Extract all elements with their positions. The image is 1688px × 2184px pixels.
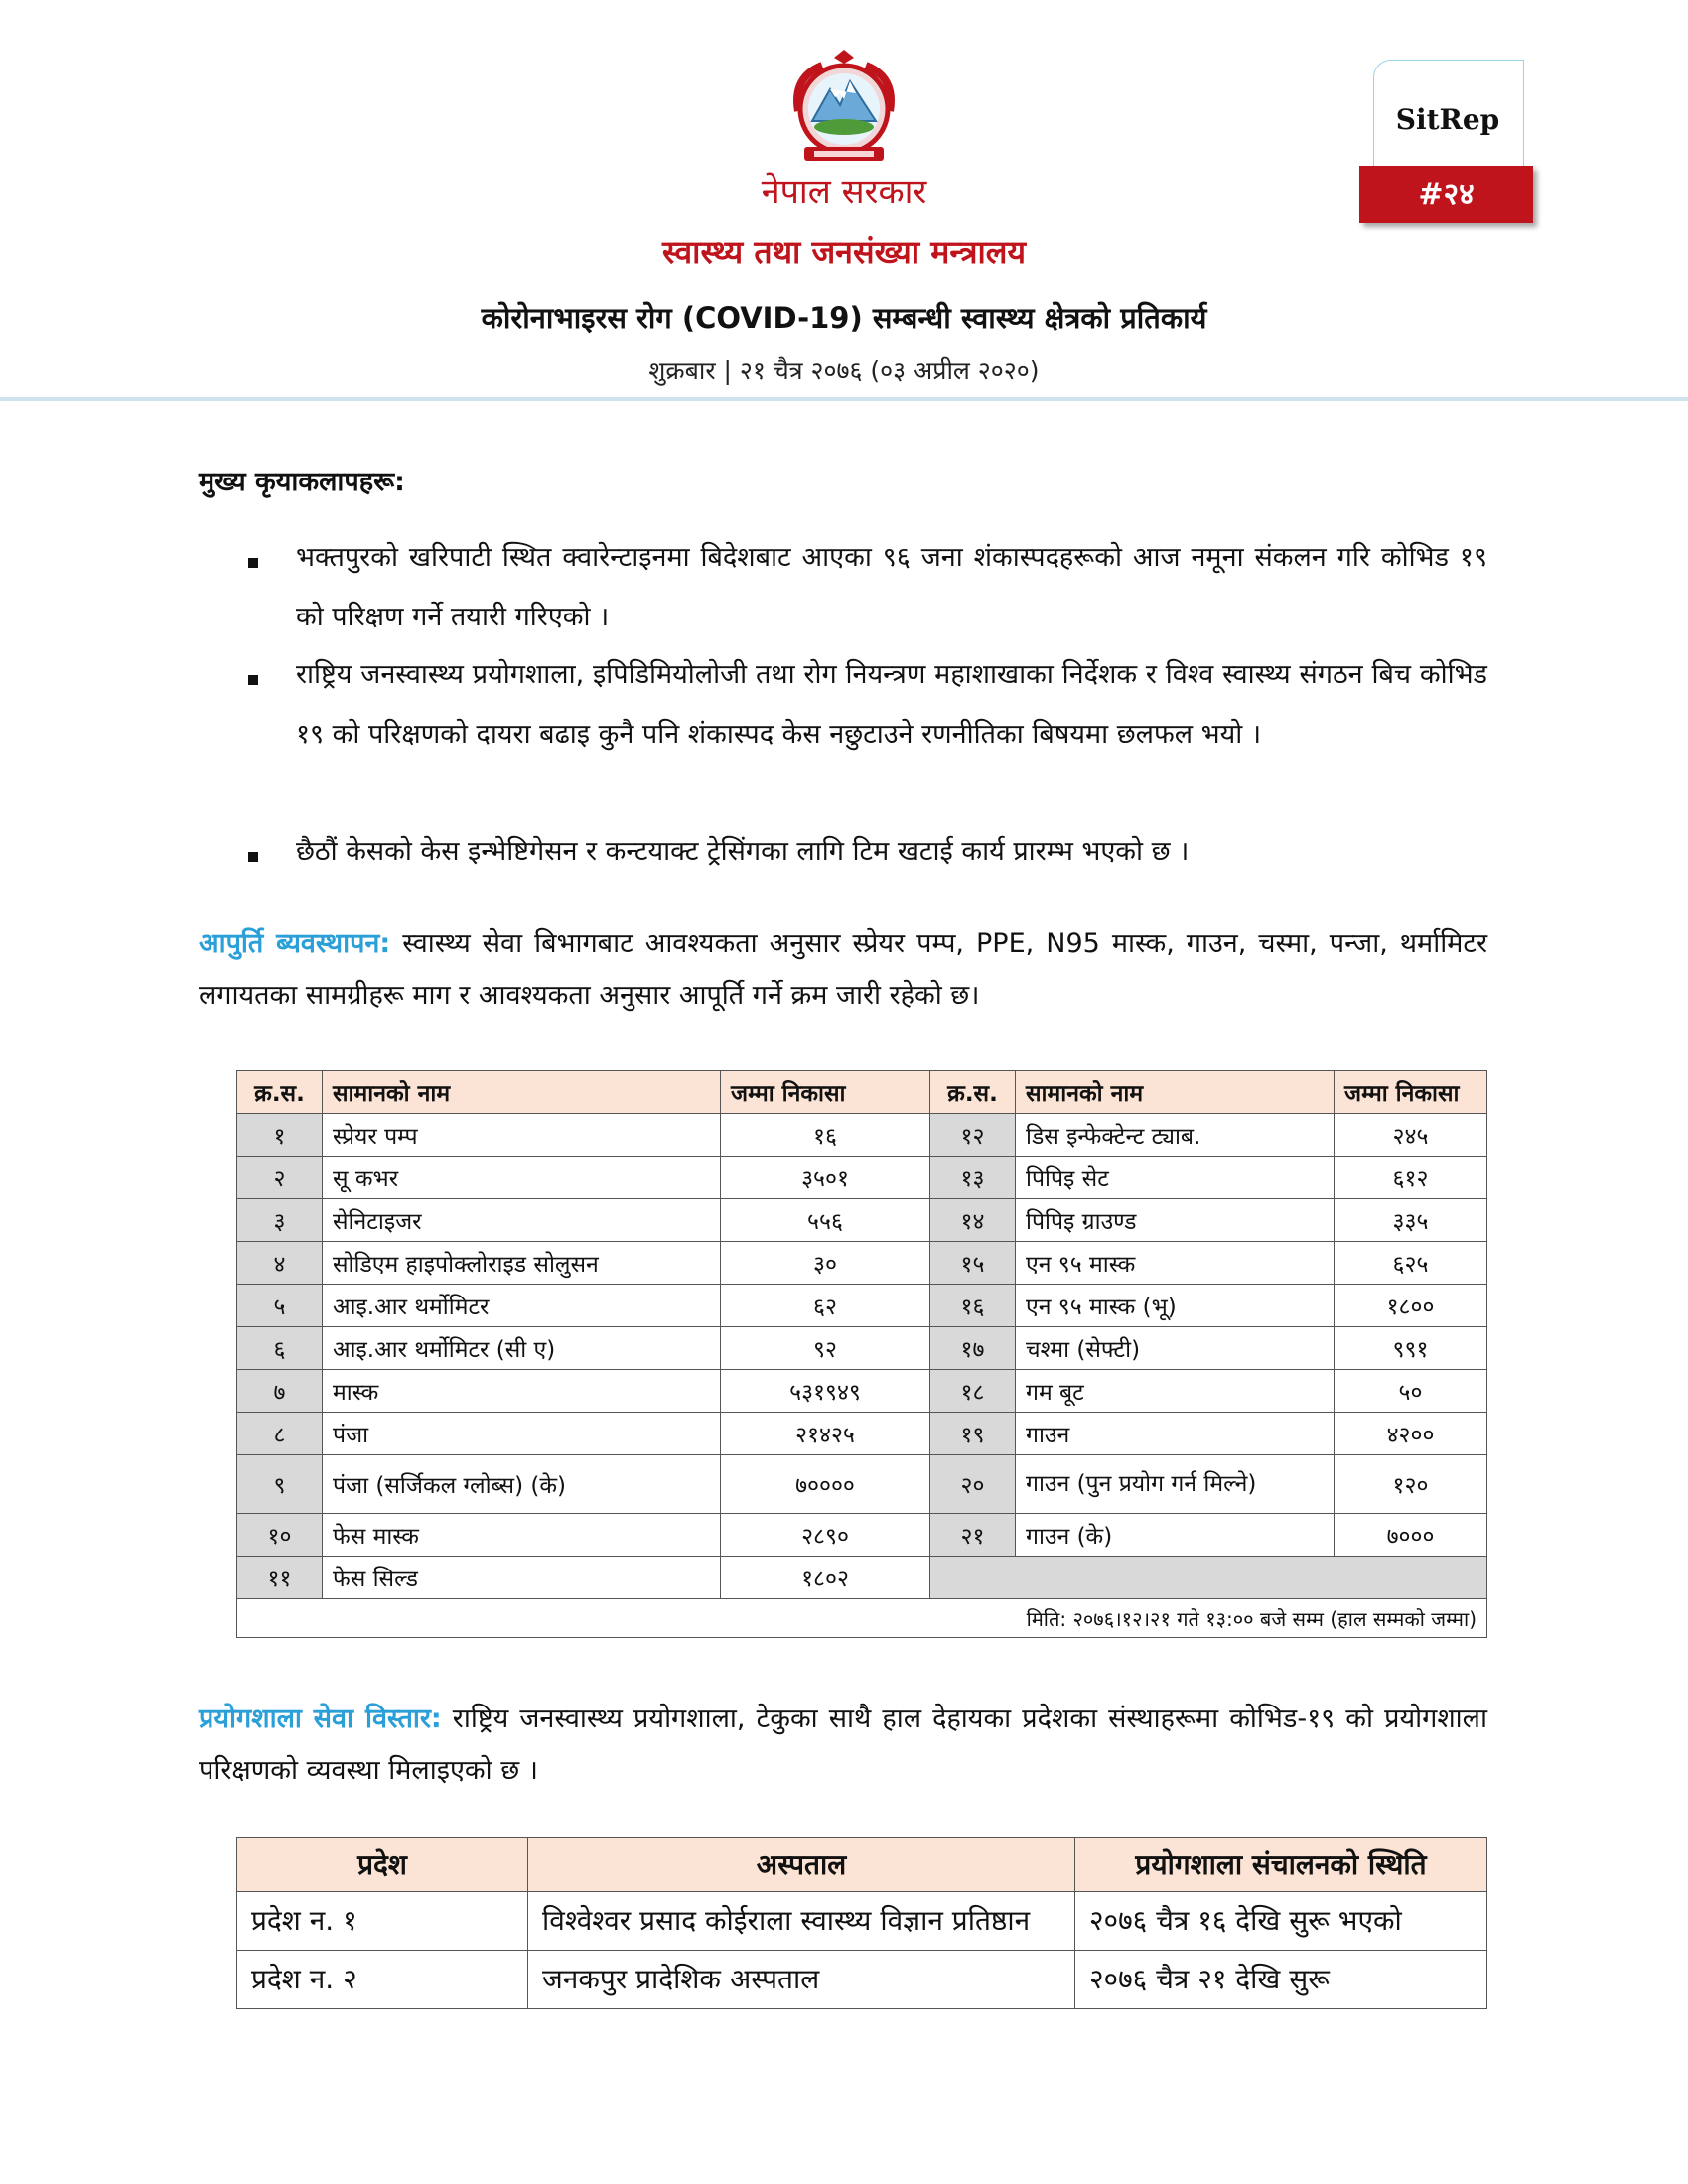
quantity-cell: ५०	[1335, 1370, 1487, 1413]
item-name-cell: फेस सिल्ड	[323, 1557, 721, 1599]
serial-cell: ५	[237, 1285, 323, 1327]
quantity-cell: ३३५	[1335, 1199, 1487, 1242]
quantity-cell: ६२	[721, 1285, 930, 1327]
item-name-cell: पंजा (सर्जिकल ग्लोब्स) (के)	[323, 1455, 721, 1514]
column-header: क्र.स.	[930, 1071, 1016, 1114]
table-note: मिति: २०७६।१२।२१ गते १३:०० बजे सम्म (हाल सम्मको जम्मा)	[237, 1599, 1487, 1638]
item-name-cell: गाउन (पुन प्रयोग गर्न मिल्ने)	[1016, 1455, 1335, 1514]
sitrep-label: SitRep	[1395, 103, 1500, 136]
serial-cell: २	[237, 1157, 323, 1199]
serial-cell: १२	[930, 1114, 1016, 1157]
serial-cell: २०	[930, 1455, 1016, 1514]
quantity-cell: १८००	[1335, 1285, 1487, 1327]
serial-cell: १८	[930, 1370, 1016, 1413]
serial-cell: १३	[930, 1157, 1016, 1199]
quantity-cell: ३५०१	[721, 1157, 930, 1199]
bullet-icon	[248, 675, 258, 685]
serial-cell: ७	[237, 1370, 323, 1413]
header-divider	[0, 397, 1688, 401]
quantity-cell: ५३१९४९	[721, 1370, 930, 1413]
document-title: कोरोनाभाइरस रोग (COVID-19) सम्बन्धी स्वास्थ्य क्षेत्रको प्रतिकार्य	[481, 301, 1207, 335]
table-row	[237, 1413, 1487, 1455]
serial-cell: १	[237, 1114, 323, 1157]
lab-heading: प्रयोगशाला सेवा विस्तार:	[199, 1704, 442, 1734]
table-row	[237, 1327, 1487, 1370]
item-name-cell: गाउन (के)	[1016, 1514, 1335, 1557]
quantity-cell: ९२	[721, 1327, 930, 1370]
lab-text: राष्ट्रिय जनस्वास्थ्य प्रयोगशाला, टेकुका साथै हाल देहायका प्रदेशका संस्थाहरूमा कोभिड-१९ को प्रयोगशाला परिक्षणको व्यवस्था मिलाइएको छ ।	[199, 1704, 1487, 1786]
column-header: प्रदेश	[237, 1838, 528, 1892]
quantity-cell: १८०२	[721, 1557, 930, 1599]
item-name-cell: पंजा	[323, 1413, 721, 1455]
quantity-cell: ६२५	[1335, 1242, 1487, 1285]
table-row	[237, 1455, 1487, 1514]
table-row	[237, 1514, 1487, 1557]
table-row	[237, 1892, 1487, 1951]
lab-table	[236, 1837, 1487, 2009]
sitrep-number: #२४	[1359, 166, 1533, 223]
activity-item: राष्ट्रिय जनस्वास्थ्य प्रयोगशाला, इपिडिमियोलोजी तथा रोग नियन्त्रण महाशाखाका निर्देशक र विश्व स्वास्थ्य संगठन बिच कोभिड १९ को परिक्षणको दायरा बढाइ कुनै पनि शंकास्पद केस नछुटाउने रणनीतिका बिषयमा छलफल भयो ।	[296, 659, 1487, 750]
quantity-cell: ९९१	[1335, 1327, 1487, 1370]
column-header: जम्मा निकासा	[721, 1071, 930, 1114]
quantity-cell: १२०	[1335, 1455, 1487, 1514]
item-name-cell: स्प्रेयर पम्प	[323, 1114, 721, 1157]
item-name-cell: पिपिइ सेट	[1016, 1157, 1335, 1199]
serial-cell: ६	[237, 1327, 323, 1370]
serial-cell: ३	[237, 1199, 323, 1242]
item-name-cell: सेनिटाइजर	[323, 1199, 721, 1242]
status-cell: २०७६ चैत्र २१ देखि सुरू	[1075, 1951, 1487, 2009]
nepal-emblem-icon	[774, 48, 914, 167]
table-row	[237, 1285, 1487, 1327]
ministry-title: स्वास्थ्य तथा जनसंख्या मन्त्रालय	[661, 233, 1027, 271]
bullet-icon	[248, 852, 258, 862]
quantity-cell: ३०	[721, 1242, 930, 1285]
hospital-cell: विश्वेश्वर प्रसाद कोईराला स्वास्थ्य विज्ञान प्रतिष्ठान	[528, 1892, 1075, 1951]
serial-cell: ४	[237, 1242, 323, 1285]
item-name-cell: एन ९५ मास्क	[1016, 1242, 1335, 1285]
quantity-cell: ६१२	[1335, 1157, 1487, 1199]
serial-cell: २१	[930, 1514, 1016, 1557]
table-row	[237, 1114, 1487, 1157]
column-header: सामानको नाम	[323, 1071, 721, 1114]
item-name-cell: गाउन	[1016, 1413, 1335, 1455]
table-row	[237, 1951, 1487, 2009]
serial-cell: १७	[930, 1327, 1016, 1370]
column-header: सामानको नाम	[1016, 1071, 1335, 1114]
column-header: अस्पताल	[528, 1838, 1075, 1892]
supply-text: स्वास्थ्य सेवा बिभागबाट आवश्यकता अनुसार स्प्रेयर पम्प, PPE, N95 मास्क, गाउन, चस्मा, पन्जा, थर्मामिटर लगायतका सामग्रीहरू माग र आवश्यकता अनुसार आपूर्ति गर्ने क्रम जारी रहेको छ।	[199, 928, 1487, 1011]
quantity-cell: २१४२५	[721, 1413, 930, 1455]
supply-table	[236, 1070, 1487, 1638]
province-cell: प्रदेश न. १	[237, 1892, 528, 1951]
serial-cell: १५	[930, 1242, 1016, 1285]
column-header: क्र.स.	[237, 1071, 323, 1114]
activity-item: भक्तपुरको खरिपाटी स्थित क्वारेन्टाइनमा बिदेशबाट आएका ९६ जना शंकास्पदहरूको आज नमूना संकलन गरि कोभिड १९ को परिक्षण गर्ने तयारी गरिएको ।	[296, 542, 1487, 632]
column-header: प्रयोगशाला संचालनको स्थिति	[1075, 1838, 1487, 1892]
item-name-cell: डिस इन्फेक्टेन्ट ट्याब.	[1016, 1114, 1335, 1157]
column-header: जम्मा निकासा	[1335, 1071, 1487, 1114]
bullet-icon	[248, 558, 258, 568]
empty-cell	[930, 1557, 1487, 1599]
quantity-cell: ७००००	[721, 1455, 930, 1514]
quantity-cell: २८९०	[721, 1514, 930, 1557]
table-note-row	[237, 1599, 1487, 1638]
province-cell: प्रदेश न. २	[237, 1951, 528, 2009]
item-name-cell: सोडिएम हाइपोक्लोराइड सोलुसन	[323, 1242, 721, 1285]
serial-cell: १०	[237, 1514, 323, 1557]
lab-paragraph	[199, 1694, 1487, 1797]
status-cell: २०७६ चैत्र १६ देखि सुरू भएको	[1075, 1892, 1487, 1951]
hospital-cell: जनकपुर प्रादेशिक अस्पताल	[528, 1951, 1075, 2009]
serial-cell: १६	[930, 1285, 1016, 1327]
item-name-cell: आइ.आर थर्मोमिटर (सी ए)	[323, 1327, 721, 1370]
item-name-cell: पिपिइ ग्राउण्ड	[1016, 1199, 1335, 1242]
quantity-cell: २४५	[1335, 1114, 1487, 1157]
table-row	[237, 1557, 1487, 1599]
serial-cell: ११	[237, 1557, 323, 1599]
quantity-cell: ५५६	[721, 1199, 930, 1242]
quantity-cell: ७०००	[1335, 1514, 1487, 1557]
item-name-cell: आइ.आर थर्मोमिटर	[323, 1285, 721, 1327]
activities-heading: मुख्य कृयाकलापहरू:	[199, 467, 405, 497]
activity-item: छैठौं केसको केस इन्भेष्टिगेसन र कन्टयाक्ट ट्रेसिंगका लागि टिम खटाई कार्य प्रारम्भ भएको छ ।	[296, 836, 1190, 867]
item-name-cell: मास्क	[323, 1370, 721, 1413]
document-date: शुक्रबार | २१ चैत्र २०७६ (०३ अप्रील २०२०)	[648, 356, 1040, 385]
government-title: नेपाल सरकार	[761, 172, 927, 211]
table-row	[237, 1370, 1487, 1413]
supply-paragraph	[199, 918, 1487, 1022]
table-row	[237, 1199, 1487, 1242]
serial-cell: ८	[237, 1413, 323, 1455]
item-name-cell: एन ९५ मास्क (भू)	[1016, 1285, 1335, 1327]
table-header-row	[237, 1838, 1487, 1892]
quantity-cell: ४२००	[1335, 1413, 1487, 1455]
table-header-row	[237, 1071, 1487, 1114]
serial-cell: १४	[930, 1199, 1016, 1242]
quantity-cell: १६	[721, 1114, 930, 1157]
item-name-cell: चश्मा (सेफ्टी)	[1016, 1327, 1335, 1370]
item-name-cell: सू कभर	[323, 1157, 721, 1199]
table-row	[237, 1242, 1487, 1285]
serial-cell: १९	[930, 1413, 1016, 1455]
item-name-cell: फेस मास्क	[323, 1514, 721, 1557]
supply-heading: आपुर्ति ब्यवस्थापन:	[199, 928, 391, 959]
serial-cell: ९	[237, 1455, 323, 1514]
item-name-cell: गम बूट	[1016, 1370, 1335, 1413]
table-row	[237, 1157, 1487, 1199]
